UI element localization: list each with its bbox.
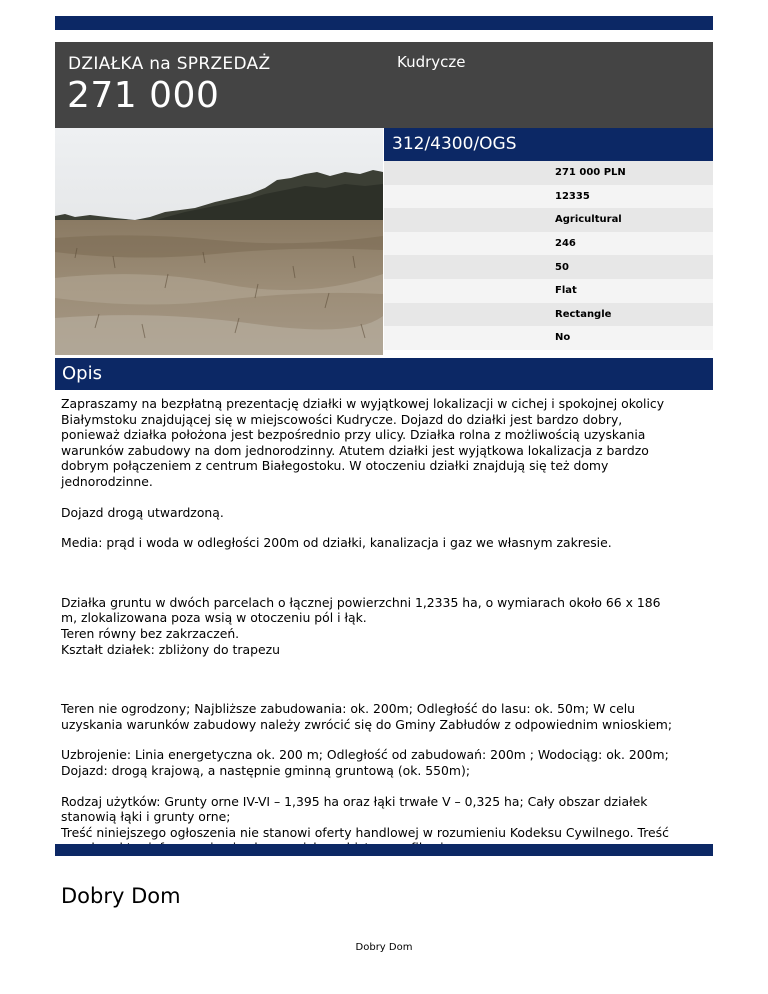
listing-location: Kudrycze: [397, 53, 466, 71]
detail-value: Flat: [555, 285, 577, 297]
detail-row: [384, 161, 713, 185]
listing-type: DZIAŁKA na SPRZEDAŻ: [68, 54, 271, 74]
page-footer: Dobry Dom: [355, 942, 413, 953]
company-name: Dobry Dom: [61, 884, 181, 908]
detail-value: No: [555, 332, 571, 344]
detail-row: [384, 185, 713, 209]
detail-value: 12335: [555, 190, 590, 202]
property-details-table: [384, 161, 713, 350]
detail-value: 271 000 PLN: [555, 167, 626, 179]
detail-row: [384, 232, 713, 256]
description-paragraph: Zapraszamy na bezpłatną prezentację działki w wyjątkowej lokalizacji w cichej i spokojnej okolicy Białymstoku znajdującej się w miejscowości Kudrycze. Dojazd do działki jest bardzo dobry, ponieważ działka położona jest bezpośrednio przy ulicy. Działka rolna z możliwością uzyskania warunków zabudowy na dom jednorodzinny. Atutem działki jest wyjątkowa lokalizacja z bardzo dobrym połączeniem z centrum Białegostoku. W otoczeniu działki znajdują się też domy jednorodzinne.: [61, 396, 665, 489]
detail-row: [384, 326, 713, 350]
description-paragraph: Dojazd drogą utwardzoną.: [61, 504, 224, 520]
detail-row: [384, 303, 713, 327]
detail-value: Rectangle: [555, 308, 612, 320]
top-accent-bar: [55, 16, 713, 30]
description-paragraph: Teren nie ogrodzony; Najbliższe zabudowania: ok. 200m; Odległość do lasu: ok. 50m; W celu uzyskania warunków zabudowy należy zwrócić się do Gminy Zabłudów z odpowiednim wnioskiem;: [61, 701, 673, 732]
reference-number: 312/4300/OGS: [392, 134, 517, 154]
description-paragraph: Media: prąd i woda w odległości 200m od działki, kanalizacja i gaz we własnym zakresie.: [61, 535, 612, 551]
description-paragraph: Działka gruntu w dwóch parcelach o łącznej powierzchni 1,2335 ha, o wymiarach około 66 x 186 m, zlokalizowana poza wsią w otoczeniu pól i łąk. Teren równy bez zakrzaczeń. Kształt działek: zbliżony do trapezu: [61, 594, 661, 657]
description-paragraph: Uzbrojenie: Linia energetyczna ok. 200 m; Odległość od zabudowań: 200m ; Wodociąg: ok. 200m; Dojazd: drogą krajową, a następnie gminną gruntową (ok. 550m);: [61, 747, 669, 778]
property-photo: [55, 128, 383, 355]
detail-row: [384, 255, 713, 279]
detail-value: 246: [555, 238, 576, 250]
description-paragraph: Rodzaj użytków: Grunty orne IV-VI – 1,395 ha oraz łąki trwałe V – 0,325 ha; Cały obszar działek stanowią łąki i grunty orne; Treść niniejszego ogłoszenia nie stanowi oferty handlowej w rozumieniu Kodeksu Cywilnego. Treść: [61, 793, 669, 840]
detail-value: 50: [555, 261, 569, 273]
description-body: [61, 396, 711, 856]
reference-number-bar: [384, 128, 713, 161]
detail-row: [384, 208, 713, 232]
detail-row: [384, 279, 713, 303]
detail-value: Agricultural: [555, 214, 622, 226]
listing-price: 271 000: [67, 75, 220, 116]
bottom-accent-bar: [55, 844, 713, 856]
description-header-bar: [55, 358, 713, 390]
description-title: Opis: [62, 363, 102, 384]
listing-header: [55, 42, 713, 128]
field-photo-image: [55, 128, 383, 355]
